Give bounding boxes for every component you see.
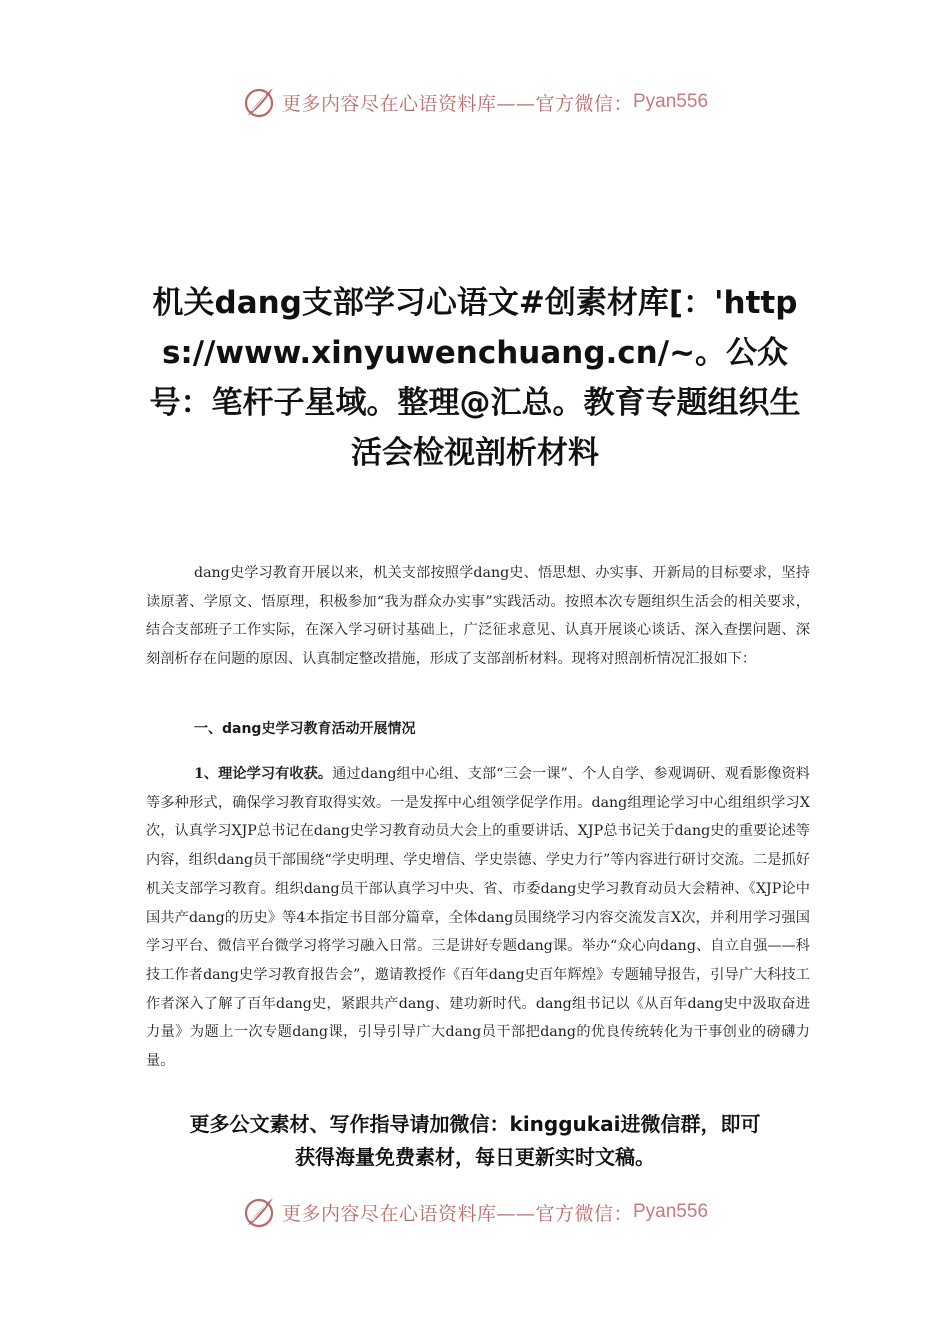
banner-slogan: 更多内容尽在心语资料库——官方微信： (281, 1202, 633, 1225)
document-title: 机关dang支部学习心语文#创素材库[：'https://www.xinyuwenchuang.cn/~。公众号：笔杆子星域。整理@汇总。教育专题组织生活会检视剖析材料 (149, 285, 801, 471)
quill-logo-icon (242, 85, 276, 119)
banner-slogan: 更多内容尽在心语资料库——官方微信： (281, 92, 633, 115)
section-heading: 一、dang史学习教育活动开展情况 (194, 721, 416, 737)
header-banner (0, 82, 950, 122)
quill-logo-icon (242, 1195, 276, 1229)
banner-contact-id: Pyan556 (633, 1201, 709, 1222)
promo-notice (110, 1108, 840, 1174)
banner-contact-id: Pyan556 (633, 91, 709, 112)
item-1-lead: 1、理论学习有收获。 (194, 766, 333, 782)
footer-banner (0, 1192, 950, 1232)
item-1-paragraph (146, 760, 810, 1076)
promo-line-2: 获得海量免费素材，每日更新实时文稿。 (295, 1145, 655, 1169)
promo-line-1: 更多公文素材、写作指导请加微信：kinggukai进微信群，即可 (189, 1112, 761, 1136)
item-1-body: 通过dang组中心组、支部“三会一课”、个人自学、参观调研、观看影像资料等多种形式，确保学习教育取得实效。一是发挥中心组领学促学作用。dang组理论学习中心组组织学习X次，认真学习XJP总书记在dang史学习教育动员大会上的重要讲话、XJP总书记关于dang史的重要论述等内容，组织dang员干部围绕“学史明理、学史增信、学史崇德、学史力行”等内容进行研讨交流。二是抓好机关支部学习教育。组织dang员干部认真学习中央、省、市委dang史学习教育动员大会精神、《XJP论中国共产dang的历史》等4本指定书目部分篇章，全体dang员围绕学习内容交流发言X次，并利用学习强国学习平台、微信平台微学习将学习融入日常。三是讲好专题dang课。举办“众心向dang、自立自强——科技工作者dang史学习教育报告会”，邀请教授作《百年dang史百年辉煌》专题辅导报告，引导广大科技工作者深入了解了百年dang史，紧跟共产dang、建功新时代。dang组书记以《从百年dang史中汲取奋进力量》为题上一次专题dang课，引导引导广大dang员干部把dang的优良传统转化为干事创业的磅礴力量。 (146, 766, 810, 1070)
intro-paragraph: dang史学习教育开展以来，机关支部按照学dang史、悟思想、办实事、开新局的目标要求，坚持读原著、学原文、悟原理，积极参加“我为群众办实事”实践活动。按照本次专题组织生活会的相关要求，结合支部班子工作实际，在深入学习研讨基础上，广泛征求意见、认真开展谈心谈话、深入查摆问题、深刻剖析存在问题的原因、认真制定整改措施，形成了支部剖析材料。现将对照剖析情况汇报如下： (146, 565, 810, 668)
